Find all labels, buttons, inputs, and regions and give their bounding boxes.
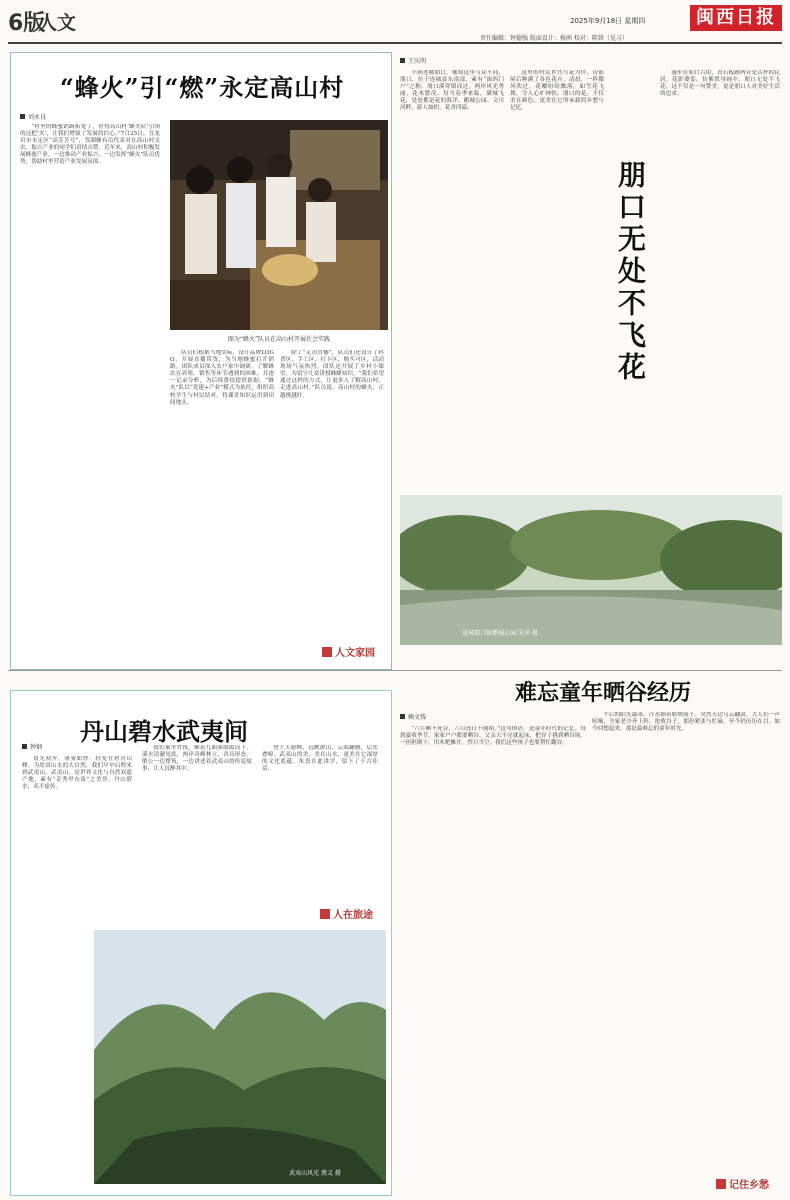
article2-column-2 xyxy=(510,70,604,490)
editorial-credits: 责任编辑：钟德强 版面设计：杨洲 校对：陈锋（见习） xyxy=(480,35,628,42)
section-divider xyxy=(8,670,782,671)
article3-column-2 xyxy=(142,745,252,925)
article-title-pengkou: 朋口无处不飞花 xyxy=(614,160,647,384)
column-tag-travel xyxy=(320,906,373,921)
square-bullet-icon xyxy=(20,114,25,119)
paragraph: 除了“走访直播”，队员们还设计了科普区、手工区、打卡区、购买可区，活动现场气氛热烈。团队还开展了乡村小课堂，为留守儿童讲授蜂蜂知识。“我们希望通过这样的方式，让更多人了解高山村、走进高山村。”队员说。高山村的蜂火，正越烧越旺。 xyxy=(280,350,384,399)
photo-students-bee-activity xyxy=(170,120,388,330)
column-tag-nostalgia xyxy=(716,1176,769,1191)
author-name: 王庆明 xyxy=(408,58,427,65)
paragraph: 晨光初霁，薄雾如纱，轻笼在碧青山峰。为欣赏山水的大自然，我们早早启程来到武夷山。武夷山，是世界文化与自然双遗产地，素有“奇秀甲东南”之美誉。丹山碧水，名不虚传。 xyxy=(22,756,132,791)
paragraph: 不到连城朋口，哪知这里与众不同。朋口，位于连城县东南部，素有“闽西门户”之称。朋口溪穿镇而过，两岸风光秀丽，花木繁茂。每当春季来临，满城飞花，处处都是花的海洋。鹅城公园、文川河畔，游人如织，花香四溢。 xyxy=(400,70,504,112)
author-byline-2 xyxy=(400,56,426,65)
article2-column-1 xyxy=(400,70,504,490)
paragraph: 队员们根据当地实际，设计品牌LOGO，开展直播带货，为当地蜂蜜打开销路。团队成员深入农户家中调研，了解蜂农在养殖、销售等环节遇到的困难，并逐一记录分析，为后续帮扶提供依据。“蜂火”队以“党建+产业”模式为依托，组织高校学生与村民结对，将课堂知识运用到田间地头。 xyxy=(170,350,274,406)
tag-mark-icon xyxy=(716,1179,726,1189)
photo-caption-3: 武夷山风光 蔡义 摄 xyxy=(289,1170,341,1177)
column-tag-humanities xyxy=(322,644,375,659)
header-rule xyxy=(8,42,782,44)
paragraph: 登上天游峰，远眺群山，云海翻腾，层峦叠嶂。武夷山的美，美在山水，更美在它深厚的文化底蕴。朱熹在此讲学，留下了千古佳话。 xyxy=(262,745,378,773)
author-byline-1 xyxy=(20,112,46,121)
square-bullet-icon xyxy=(22,744,27,749)
square-bullet-icon xyxy=(400,58,405,63)
square-bullet-icon xyxy=(400,714,405,719)
photo-wuyi-mountains xyxy=(94,930,386,1184)
tag-mark-icon xyxy=(320,909,330,919)
photo-caption-2: 连城朋口镇鹅城公园 宋承 摄 xyxy=(462,630,538,637)
article-title-bee-fire: “蜂火”引“燃”永定高山村 xyxy=(60,73,345,102)
paragraph: 我们乘坐竹筏，顺着九曲溪缓缓而下。溪水清澈见底，两岸奇峰林立，各具形态。艄公一边撑筏，一边讲述着武夷山的传说故事，让人沉醉其中。 xyxy=(142,745,252,773)
article4-column-2 xyxy=(592,712,780,1168)
photo-pengkou-park xyxy=(400,495,782,645)
article1-column-1 xyxy=(20,124,160,664)
author-name: 赖文钱 xyxy=(408,714,427,721)
article-title-drying-grain: 难忘童年晒谷经历 xyxy=(515,680,692,706)
tag-label: 人在旅途 xyxy=(333,910,373,921)
issue-date: 2025年9月18日 星期四 xyxy=(570,17,646,25)
author-byline-3 xyxy=(22,742,42,751)
paragraph: 午后的阳光最毒，汗水顺着脸颊流下。突然天边乌云翻滚，大人们一声吆喝，全家老少齐上阵，抢收谷子。那份紧张与忙碌，至今仍历历在目。如今回想起来，那是最难忘的童年时光。 xyxy=(592,712,780,733)
page-number: 6版 xyxy=(8,11,46,36)
author-name: 刘永良 xyxy=(28,114,47,121)
article4-column-1 xyxy=(400,726,586,1190)
article1-column-3 xyxy=(280,350,384,640)
article1-column-2 xyxy=(170,350,274,640)
paragraph: “六月晒不死谷，六月连日不倒稻。”这句俗语，是童年时代的记忆。每到夏收季节，家家户户都要晒谷。父亲天不亮就起床，把谷子挑到晒谷场，一担担倒下，用木耙摊开。烈日当空，我们这些孩子也要帮忙翻谷。 xyxy=(400,726,586,747)
tag-label: 记住乡愁 xyxy=(729,1180,769,1191)
paragraph: 漫步在朋口古街，青石板路两旁是古朴的民居，花影婆娑，仿佛置身画中。朋口无处不飞花，这不仅是一句赞美，更是朋口人对美好生活的追求。 xyxy=(660,70,780,98)
article-title-wuyi: 丹山碧水武夷间 xyxy=(80,717,248,746)
author-name: 钟钢 xyxy=(30,744,43,751)
paragraph: “村里的蜂蜜销路拓宽了，傍得高山村‘蜂火队’引领的这把‘火’，让我们增强了发展的信心。”7月25日，在龙岩市永定区“高芳芳号”，邻湖蜂有员代表对在高山村支农、振兴产业的同学们真情点赞。近年来，高山村积极发展蜂蜜产业，一边推动产业振兴，一边发挥“蜂火”队员优势，帮助村里营造产业发展氛围。 xyxy=(20,124,160,166)
section-title: 人文 xyxy=(38,12,77,34)
photo-caption-1: 图为“蜂火”队员在高山村开展社会实践 xyxy=(227,336,331,343)
paragraph: 这里的村民世代与花为伴，房前屋后种满了各色花卉。清晨，一阵微风吹过，花瓣纷纷飘落，如雪花飞舞，令人心旷神怡。朋口的花，不仅美在颜色，更美在它所承载的乡愁与记忆。 xyxy=(510,70,604,112)
author-byline-4 xyxy=(400,712,426,721)
article3-column-3 xyxy=(262,745,378,895)
tag-label: 人文家园 xyxy=(335,648,375,659)
article2-column-3 xyxy=(660,70,780,490)
tag-mark-icon xyxy=(322,647,332,657)
newspaper-logo: 闽西日报 xyxy=(690,5,782,31)
